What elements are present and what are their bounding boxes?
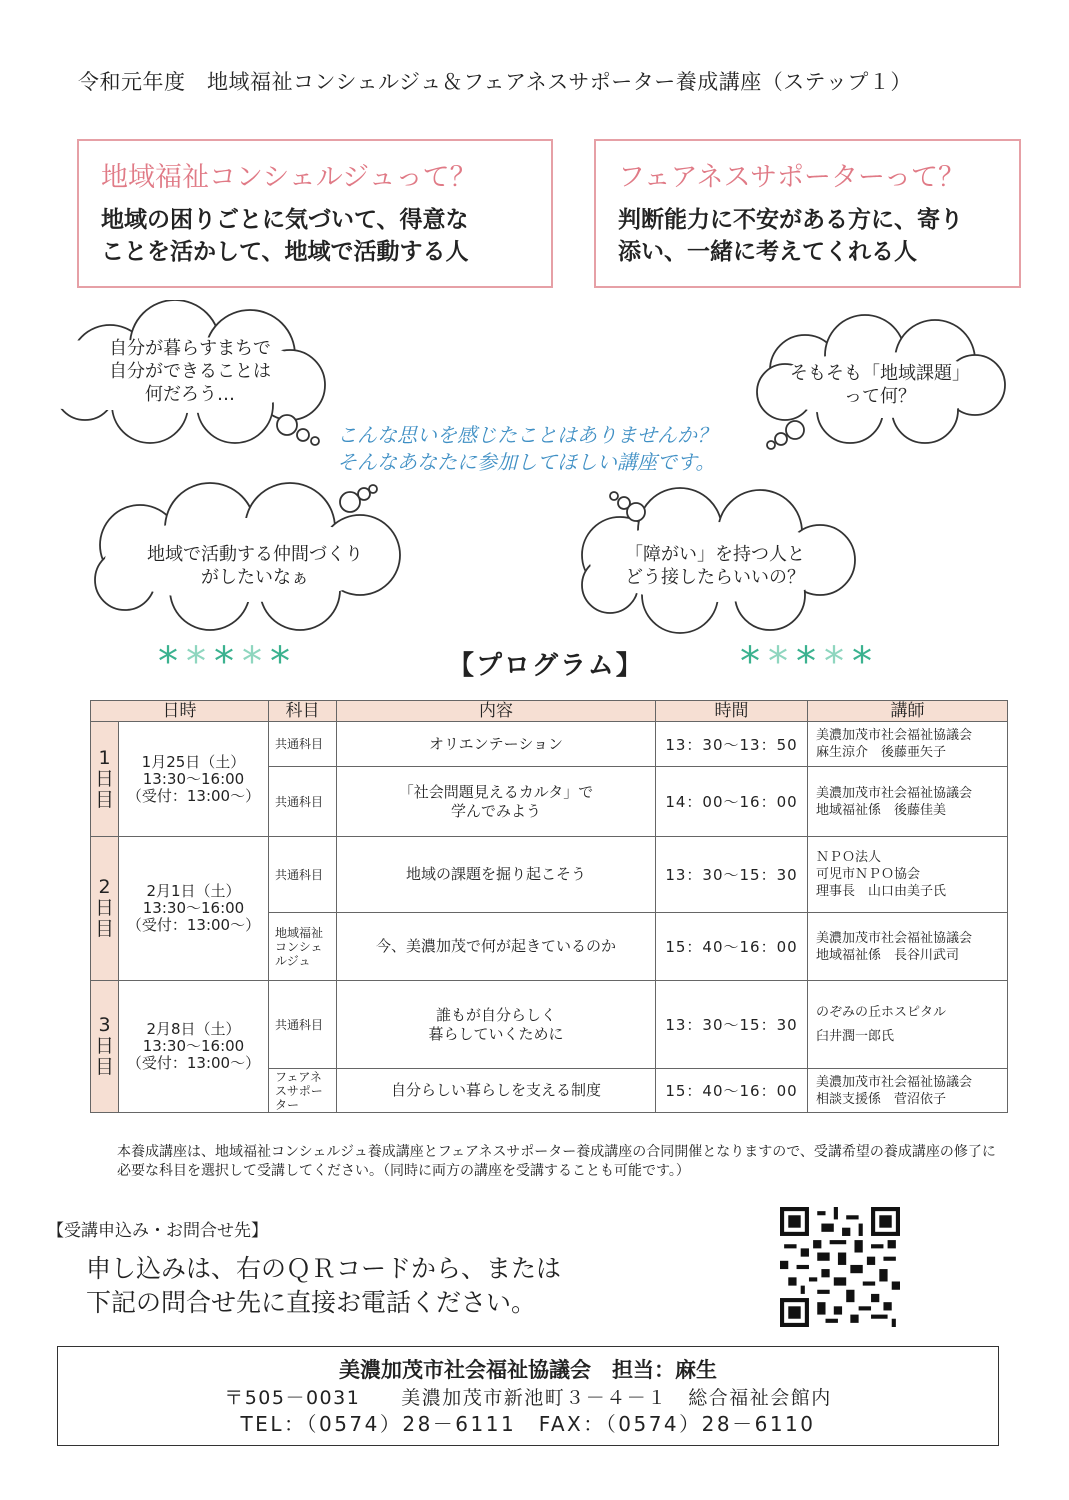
day-hours: 13:30～16:00 — [142, 1037, 245, 1055]
concierge-answer-line1: 地域の困りごとに気づいて、得意な — [101, 207, 469, 233]
program-table — [90, 700, 1008, 1113]
day-label: 1 日 目 — [91, 722, 119, 837]
row-subject: 共通科目 — [269, 981, 337, 1069]
row-content: 誰もが自分らしく 暮らしていくために — [337, 981, 656, 1069]
row-time: 13：30～13：50 — [656, 722, 808, 767]
row-time: 13：30～15：30 — [656, 981, 808, 1069]
row-content: 「社会問題見えるカルタ」で 学んでみよう — [337, 767, 656, 837]
program-title: 【プログラム】 — [448, 651, 644, 681]
header-content: 内容 — [337, 701, 656, 722]
header-subject: 科目 — [269, 701, 337, 722]
concierge-question: 地域福祉コンシェルジュって？ — [101, 162, 477, 193]
star-icon: * — [186, 639, 206, 685]
table-header-row — [91, 701, 1008, 722]
header-time: 時間 — [656, 701, 808, 722]
row-content: オリエンテーション — [337, 722, 656, 767]
star-icon: * — [768, 639, 788, 685]
day-datetime — [119, 722, 269, 837]
star-icon: * — [796, 639, 816, 685]
program-note: 本養成講座は、地域福祉コンシェルジュ養成講座とフェアネスサポーター養成講座の合同開催となりますので、受講希望の養成講座の修了に必要な科目を選択して受講してください。（同時に両方の講座を受講することも可能です。） — [117, 1144, 996, 1179]
invite-line2: そんなあなたに参加してほしい講座です。 — [337, 450, 716, 474]
row-subject: 共通科目 — [269, 837, 337, 913]
day-reception: （受付：13:00～） — [126, 916, 261, 934]
day-reception: （受付：13:00～） — [126, 786, 261, 805]
cloud-3-text: 地域で活動する仲間づくり がしたいなぁ — [147, 544, 363, 588]
header-instructor: 講師 — [808, 701, 1008, 722]
star-icon: * — [740, 639, 760, 685]
day-label: 2 日 目 — [91, 837, 119, 981]
row-subject: 地域福祉 コンシェ ルジュ — [269, 913, 337, 981]
day-datetime — [119, 837, 269, 981]
row-content: 地域の課題を掘り起こそう — [337, 837, 656, 913]
invitation-text — [337, 422, 717, 476]
cloud-2-text: そもそも「地域課題」 って何？ — [790, 363, 970, 407]
fairness-definition-box — [594, 139, 1021, 288]
row-instructor: 美濃加茂市社会福祉協議会 地域福祉係 長谷川武司 — [808, 913, 1008, 981]
star-icon: * — [242, 639, 262, 685]
table-row — [91, 981, 1008, 1069]
star-icon: * — [214, 639, 234, 685]
day-reception: （受付：13:00～） — [126, 1054, 261, 1072]
fairness-answer-line1: 判断能力に不安がある方に、寄り — [618, 207, 963, 233]
stars-left — [158, 640, 298, 684]
row-instructor: 美濃加茂市社会福祉協議会 地域福祉係 後藤佳美 — [808, 767, 1008, 837]
day-datetime — [119, 981, 269, 1113]
row-time: 15：40～16：00 — [656, 1069, 808, 1113]
row-content: 自分らしい暮らしを支える制度 — [337, 1069, 656, 1113]
cloud-4-text: 「障がい」を持つ人と どう接したらいいの？ — [625, 544, 805, 588]
row-time: 13：30～15：30 — [656, 837, 808, 913]
fairness-question: フェアネスサポーターって？ — [618, 162, 965, 193]
table-row — [91, 722, 1008, 767]
fairness-answer-line2: 添い、一緒に考えてくれる人 — [618, 239, 917, 265]
day-label: 3 日 目 — [91, 981, 119, 1113]
concierge-definition-box — [77, 139, 553, 288]
stars-right — [740, 640, 880, 684]
star-icon: * — [852, 639, 872, 685]
apply-message — [86, 1252, 561, 1320]
day-hours: 13:30～16:00 — [142, 769, 245, 788]
contact-address: 〒505－0031 美濃加茂市新池町３－４－１ 総合福祉会館内 — [224, 1387, 832, 1409]
contact-box — [57, 1346, 999, 1446]
concierge-answer-line2: ことを活かして、地域で活動する人 — [101, 239, 469, 265]
row-subject: 共通科目 — [269, 767, 337, 837]
contact-tel[interactable]: TEL：（0574）28－6111 FAX：（0574）28－6110 — [240, 1412, 816, 1436]
qr-code-icon[interactable] — [780, 1207, 900, 1327]
header-datetime: 日時 — [91, 701, 269, 722]
day-date: 2月1日（土） — [146, 882, 241, 900]
row-subject: フェアネ スサポー ター — [269, 1069, 337, 1113]
row-instructor: 美濃加茂市社会福祉協議会 相談支援係 菅沼依子 — [808, 1069, 1008, 1113]
page-title: 令和元年度 地域福祉コンシェルジュ＆フェアネスサポーター養成講座（ステップ１） — [78, 70, 912, 94]
row-content: 今、美濃加茂で何が起きているのか — [337, 913, 656, 981]
row-instructor: ＮＰＯ法人 可児市ＮＰＯ協会 理事長 山口由美子氏 — [808, 837, 1008, 913]
row-time: 14：00～16：00 — [656, 767, 808, 837]
day-date: 2月8日（土） — [146, 1020, 241, 1038]
cloud-1-text: 自分が暮らすまちで 自分ができることは 何だろう… — [109, 338, 271, 405]
invite-line1: こんな思いを感じたことはありませんか？ — [337, 423, 717, 447]
contact-org: 美濃加茂市社会福祉協議会 担当：麻生 — [339, 1358, 717, 1382]
star-icon: * — [158, 639, 178, 685]
apply-heading: 【受講申込み・お問合せ先】 — [47, 1221, 268, 1241]
row-instructor: のぞみの丘ホスピタル 臼井潤一郎氏 — [808, 981, 1008, 1069]
row-subject: 共通科目 — [269, 722, 337, 767]
day-hours: 13:30～16:00 — [142, 899, 245, 917]
row-instructor: 美濃加茂市社会福祉協議会 麻生涼介 後藤亜矢子 — [808, 722, 1008, 767]
day-date: 1月25日（土） — [141, 752, 246, 771]
table-row — [91, 837, 1008, 913]
apply-line1: 申し込みは、右のＱＲコードから、または — [86, 1254, 562, 1283]
row-time: 15：40～16：00 — [656, 913, 808, 981]
star-icon: * — [824, 639, 844, 685]
star-icon: * — [270, 639, 290, 685]
apply-line2: 下記の問合せ先に直接お電話ください。 — [86, 1288, 537, 1317]
